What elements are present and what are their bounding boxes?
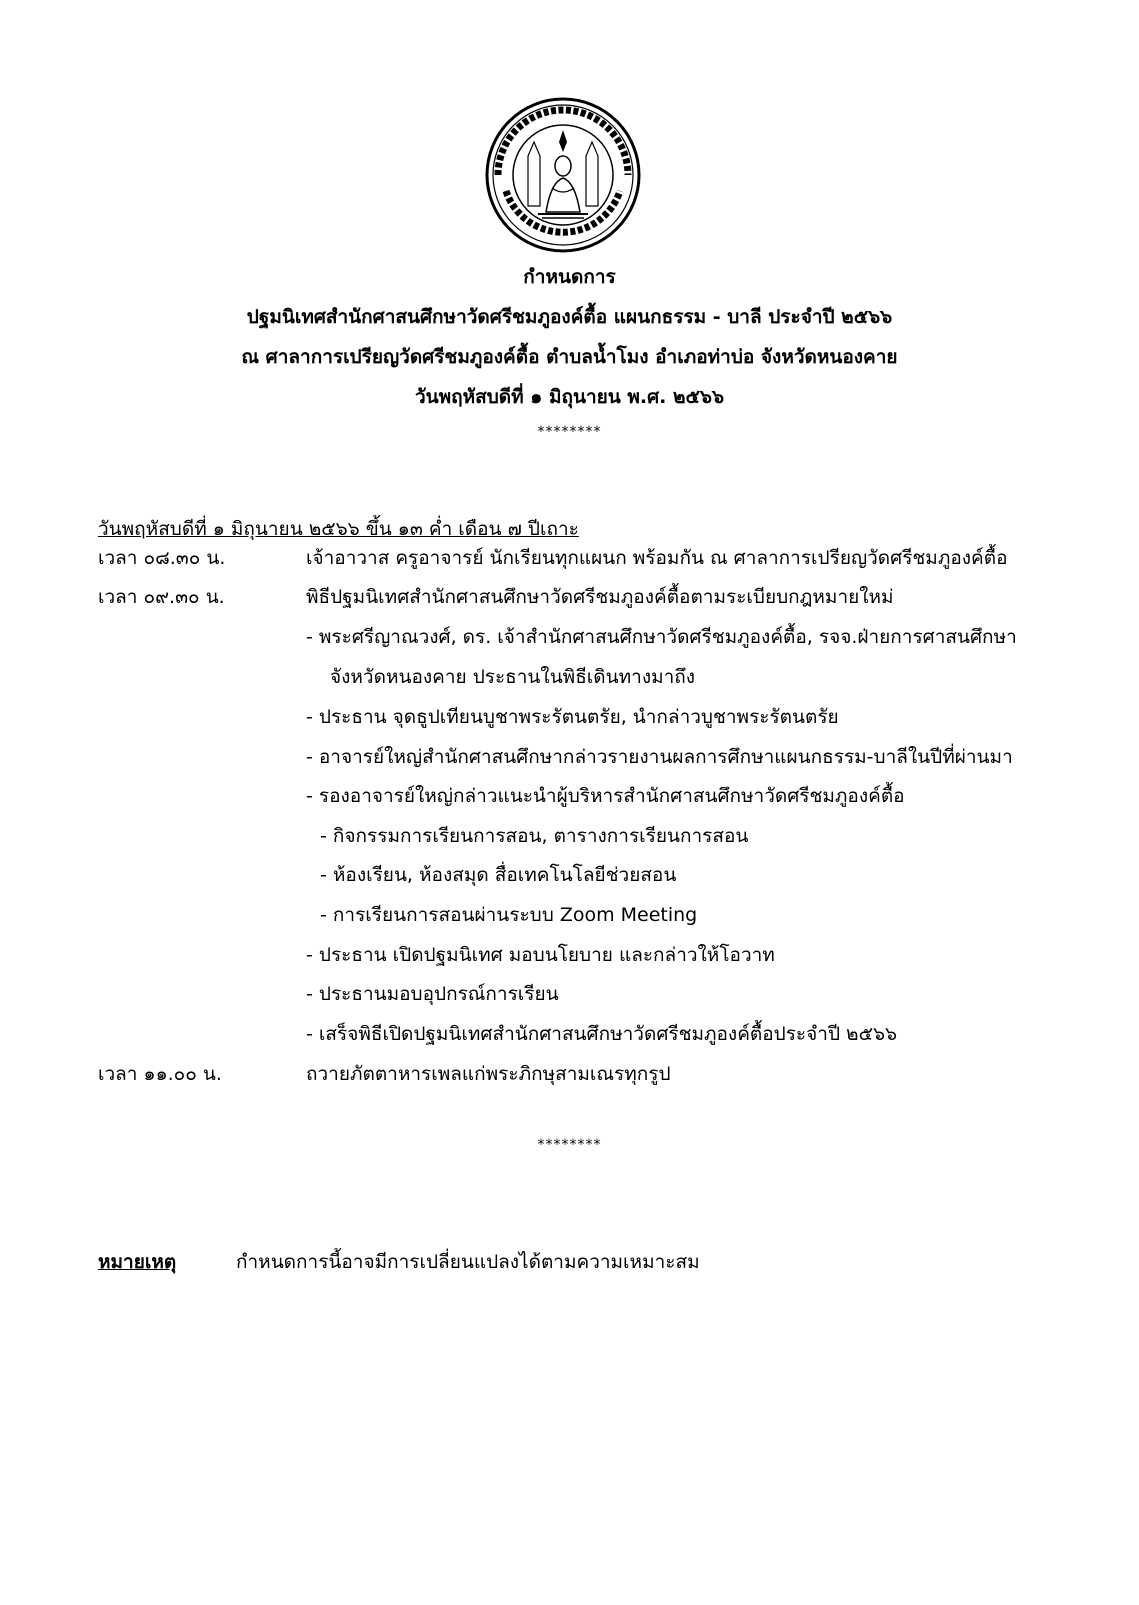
- schedule-item: - เสร็จพิธีเปิดปฐมนิเทศสำนักศาสนศึกษาวัดศรีชมภูองค์ตื้อประจำปี ๒๕๖๖: [306, 1023, 898, 1045]
- schedule-item: - ประธานมอบอุปกรณ์การเรียน: [306, 983, 559, 1005]
- note-label: หมายเหตุ: [98, 1251, 177, 1273]
- schedule-time: เวลา ๐๙.๓๐ น.: [98, 586, 225, 608]
- schedule-description: ถวายภัตตาหารเพลแก่พระภิกษุสามเณรทุกรูป: [306, 1063, 671, 1085]
- schedule-time: เวลา ๐๘.๓๐ น.: [98, 547, 226, 569]
- header-line-3: วันพฤหัสบดีที่ ๑ มิถุนายน พ.ศ. ๒๕๖๖: [414, 386, 725, 408]
- schedule-item: - อาจารย์ใหญ่สำนักศาสนศึกษากล่าวรายงานผลการศึกษาแผนกธรรม-บาลีในปีที่ผ่านมา: [306, 746, 1013, 768]
- schedule-time: เวลา ๑๑.๐๐ น.: [98, 1063, 222, 1085]
- footer-divider: ********: [537, 1137, 602, 1153]
- schedule-subitem: - การเรียนการสอนผ่านระบบ Zoom Meeting: [320, 904, 698, 926]
- schedule-description: เจ้าอาวาส ครูอาจารย์ นักเรียนทุกแผนก พร้อมกัน ณ ศาลาการเปรียญวัดศรีชมภูองค์ตื้อ: [306, 547, 1008, 569]
- schedule-subitem: - ห้องเรียน, ห้องสมุด สื่อเทคโนโลยีช่วยสอน: [320, 864, 677, 886]
- temple-seal-icon: [484, 96, 642, 254]
- header-line-2: ณ ศาลาการเปรียญวัดศรีชมภูองค์ตื้อ ตำบลน้ำโมง อำเภอท่าบ่อ จังหวัดหนองคาย: [241, 346, 898, 368]
- header-divider: ********: [537, 424, 602, 440]
- schedule-description: พิธีปฐมนิเทศสำนักศาสนศึกษาวัดศรีชมภูองค์ตื้อตามระเบียบกฎหมายใหม่: [306, 586, 894, 608]
- schedule-subitem: - กิจกรรมการเรียนการสอน, ตารางการเรียนการสอน: [320, 825, 749, 847]
- page-title: กำหนดการ: [523, 266, 616, 288]
- schedule-item: - รองอาจารย์ใหญ่กล่าวแนะนำผู้บริหารสำนักศาสนศึกษาวัดศรีชมภูองค์ตื้อ: [306, 785, 905, 807]
- schedule-item: - ประธาน เปิดปฐมนิเทศ มอบนโยบาย และกล่าวให้โอวาท: [306, 944, 775, 966]
- schedule-item-continued: จังหวัดหนองคาย ประธานในพิธีเดินทางมาถึง: [330, 666, 696, 688]
- schedule-item: - พระศรีญาณวงศ์, ดร. เจ้าสำนักศาสนศึกษาวัดศรีชมภูองค์ตื้อ, รจจ.ฝ่ายการศาสนศึกษา: [306, 626, 1017, 648]
- header-line-1: ปฐมนิเทศสำนักศาสนศึกษาวัดศรีชมภูองค์ตื้อ แผนกธรรม - บาลี ประจำปี ๒๕๖๖: [246, 306, 893, 328]
- schedule-date-heading: วันพฤหัสบดีที่ ๑ มิถุนายน ๒๕๖๖ ขึ้น ๑๓ ค่ำ เดือน ๗ ปีเถาะ: [98, 518, 579, 540]
- note-text: กำหนดการนี้อาจมีการเปลี่ยนแปลงได้ตามความเหมาะสม: [236, 1251, 700, 1273]
- schedule-item: - ประธาน จุดธูปเทียนบูชาพระรัตนตรัย, นำกล่าวบูชาพระรัตนตรัย: [306, 706, 839, 728]
